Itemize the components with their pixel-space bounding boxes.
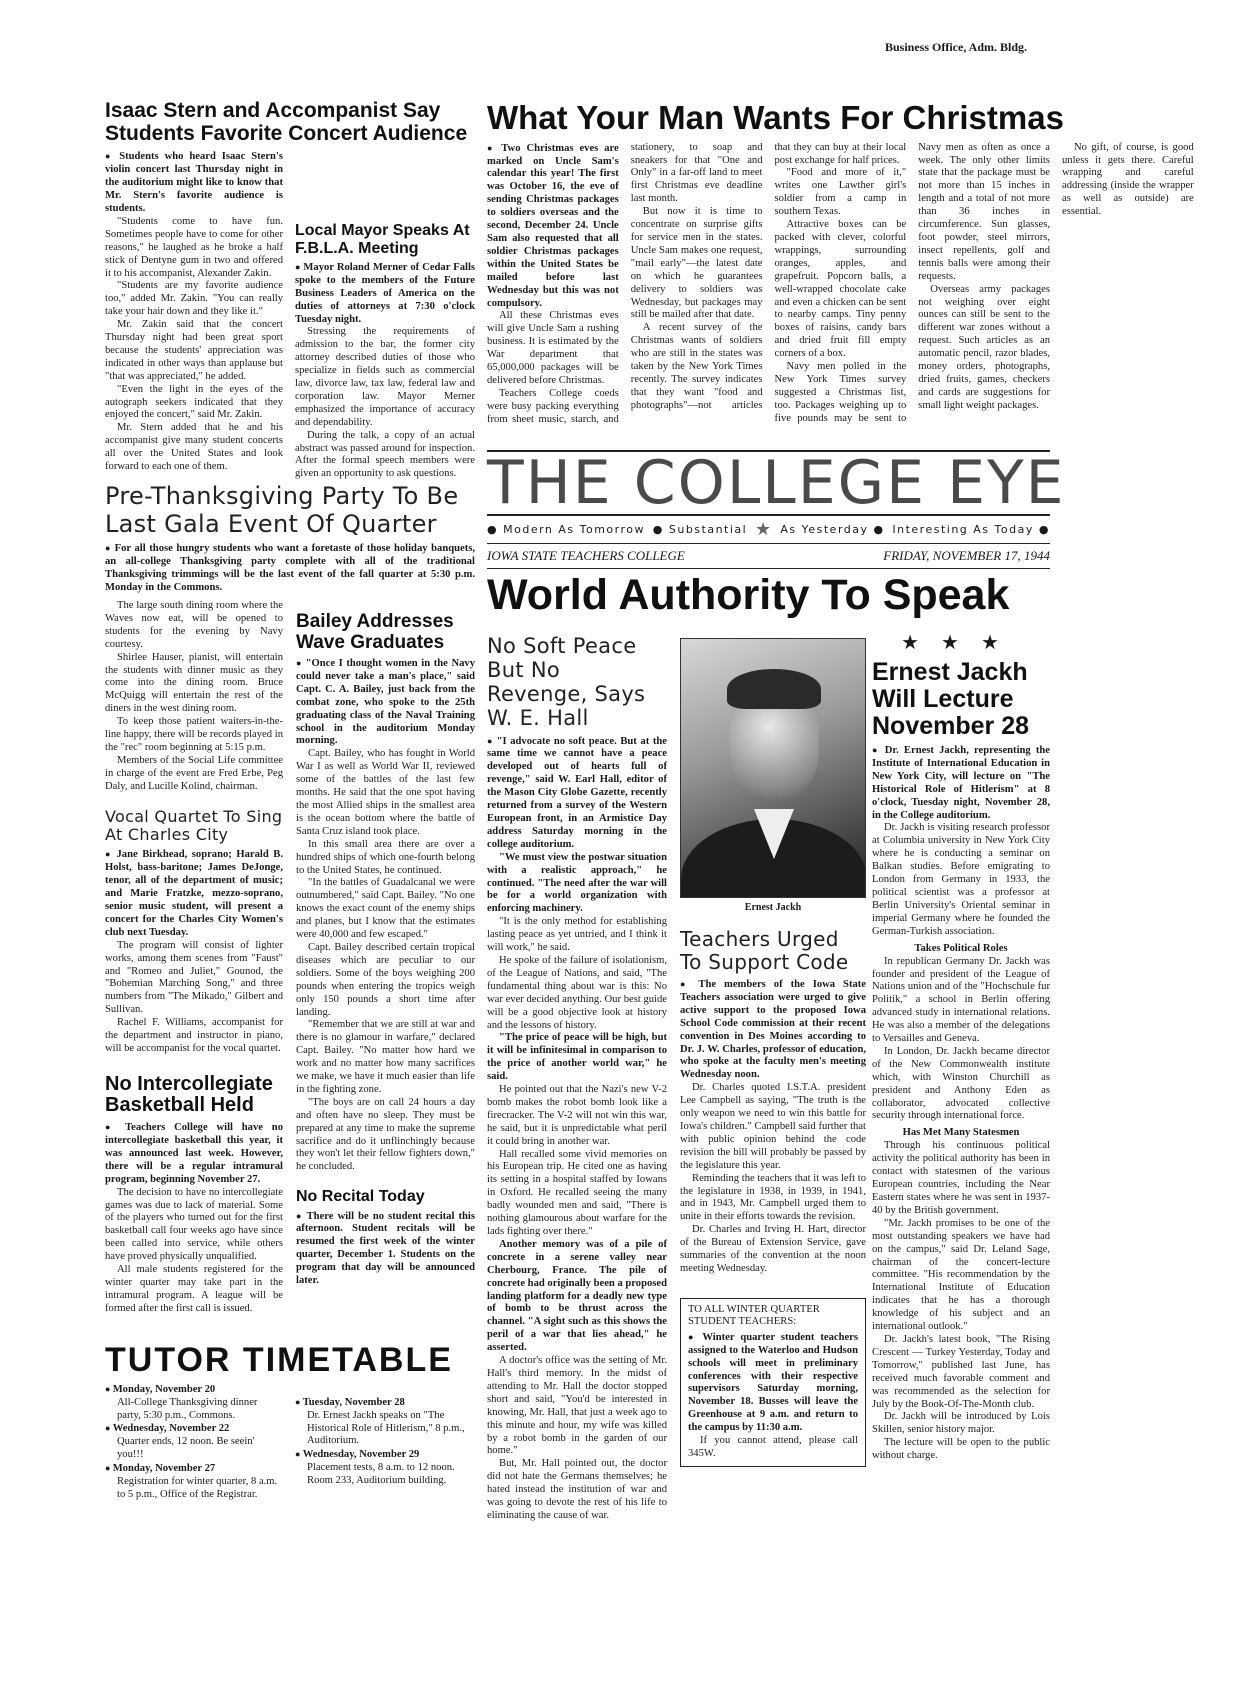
paragraph: The program will consist of lighter works, among them scenes from "Faust" and "Romeo and Juliet," Gounod, the "Bohemian Marching Song," and three numbers from "The Mikado," Gilbert and Sullivan. xyxy=(105,939,283,1016)
headline: No Recital Today xyxy=(296,1188,425,1206)
article-jackh xyxy=(872,630,1050,1463)
paragraph: Capt. Bailey, who has fought in World War I as well as World War II, reviewed some of the battles of the last few months. He said that the one spot having the most Allied ships in the smallest area is the ocean bottom where the battle of Santa Cruz island took place. xyxy=(296,748,475,837)
article-body xyxy=(105,1121,283,1316)
paragraph: Dr. Charles and Irving H. Hart, director of the Bureau of Extension Service, gave summaries of the convention at the noon meeting Wednesday. xyxy=(680,1224,866,1274)
paragraph: In republican Germany Dr. Jackh was founder and president of the League of Nations union and of the "Hochschule fur Politik," a school in Berlin offering advanced study in international relations. He was also a member of the delegations to Versailles and Geneva. xyxy=(872,955,1050,1045)
paragraph: "Food and more of it," writes one Lawther girl's soldier from a camp in southern Texas. xyxy=(774,167,907,218)
paragraph: Dr. Jackh's latest book, "The Rising Crescent — Turkey Yesterday, Today and Tomorrow," published last June, has received much favorable comment and was recommended as the selection for July by the Book-Of-The-Month club. xyxy=(872,1333,1050,1410)
headline: What Your Man Wants For Christmas xyxy=(487,99,1064,136)
paragraph: ● The members of the Iowa State Teachers association were urged to give active support to the proposed Iowa School Code commission at their recent convention in Des Moines according to Dr. J. W. Charles, professor of education, who spoke at the faculty men's meeting Wednesday noon. xyxy=(680,978,866,1082)
paragraph: ● Mayor Roland Merner of Cedar Falls spoke to the members of the Future Business Leaders of America on the duties of attorneys at 7:30 o'clock Tuesday night. xyxy=(295,261,475,327)
newspaper-title: THE COLLEGE EYE xyxy=(487,448,1066,518)
article-basketball xyxy=(105,1074,283,1316)
paragraph: ● Students who heard Isaac Stern's violin concert last Thursday night in the auditorium might like to know that Mr. Stern's favorite audience is students. xyxy=(105,150,283,216)
article-isaac-stern xyxy=(105,100,475,481)
motto: As Yesterday ● xyxy=(780,523,885,536)
headline: Local Mayor Speaks At F.B.L.A. Meeting xyxy=(295,222,470,257)
paragraph: The lecture will be open to the public without charge. xyxy=(872,1437,1050,1462)
article-no-recital xyxy=(296,1188,475,1288)
paragraph: Overseas army packages not weighing over eight ounces can still be sent to the different war zones without a request. Such articles as an automatic pencil, razor blades, money orders, photographs, dried fruits, games, checkers and cards are suggestions for small light weight packages. xyxy=(918,283,1050,411)
headline: Ernest Jackh Will Lecture November 28 xyxy=(872,658,1030,740)
paragraph: Mr. Stern added that he and his accompanist give many student concerts all over the United States and look forward to each one of them. xyxy=(105,422,283,473)
portrait-image xyxy=(680,638,866,898)
paragraph: Capt. Bailey described certain tropical diseases which are peculiar to our soldiers. Some of the boys weighing 200 pounds when entering the tropics weigh only 150 pounds a short time after landing. xyxy=(296,941,475,1018)
masthead xyxy=(487,448,1066,569)
paragraph: Shirlee Hauser, pianist, will entertain the students with dinner music as they come into the dining room. Bruce McQuigg will entertain the rest of the diners in the west dining room. xyxy=(105,651,283,715)
headline: Vocal Quartet To Sing At Charles City xyxy=(105,806,283,844)
paragraph: Dr. Jackh is visiting research professor at Columbia university in New York City where he is conducting a seminar on Balkan studies. Before emigrating to London from Germany in 1933, the political scientist was a professor at Berlin University's Oriental seminar in imperial Germany where he founded the German-Turkish association. xyxy=(872,822,1050,937)
motto-bar xyxy=(487,516,1050,543)
tutor-timetable xyxy=(105,1342,475,1502)
star-icon: ★ xyxy=(754,519,773,540)
paragraph: ● Winter quarter student teachers assigned to the Waterloo and Hudson schools will meet in preliminary conferences with their respective supervisors Saturday morning, November 18. Busses will leave the Greenhouse at 9 a.m. and return to the campus by 11:30 a.m. xyxy=(688,1331,858,1435)
motto: ● Modern As Tomorrow xyxy=(487,523,645,536)
notice-heading: TO ALL WINTER QUARTER STUDENT TEACHERS: xyxy=(688,1303,820,1327)
stars-icon: ★★★ xyxy=(901,632,1021,654)
paragraph: During the talk, a copy of an actual abstract was passed around for inspection. After the formal speech members were given an opportunity to ask questions. xyxy=(295,429,475,480)
issue-date: FRIDAY, NOVEMBER 17, 1944 xyxy=(883,548,1050,563)
subheading: Takes Political Roles xyxy=(914,942,1008,954)
article-body xyxy=(295,261,475,481)
paragraph: "It is the only method for establishing lasting peace as yet untried, and I think it will work," he said. xyxy=(487,916,667,954)
article-bailey xyxy=(296,612,475,1174)
timetable-entry: ● Monday, November 27 Registration for winter quarter, 8 a.m. to 5 p.m., Office of the Registrar. xyxy=(105,1462,283,1502)
paragraph: ● There will be no student recital this afternoon. Student recitals will be resumed the first week of the winter quarter, December 1. Students on the program that day will be announced later. xyxy=(296,1210,475,1288)
headline: No Intercollegiate Basketball Held xyxy=(105,1072,273,1117)
institution-name: IOWA STATE TEACHERS COLLEGE xyxy=(487,548,685,563)
motto: Interesting As Today ● xyxy=(892,523,1050,536)
paragraph: "Students come to have fun. Sometimes people have to come for other reasons," he laughed as he broke a half stick of Dentyne gum in two and offered it to his accompanist, Alexander Zakin. xyxy=(105,215,283,279)
article-body xyxy=(296,1210,475,1288)
paragraph: ● "I advocate no soft peace. But at the same time we cannot have a peace developed out of hearts full of revenge," said W. Earl Hall, editor of the Mason City Globe Gazette, recently returned from a survey of the Western European front, in an Armistice Day address Saturday morning in the college auditorium. xyxy=(487,735,667,852)
photo-ernest-jackh xyxy=(680,638,866,913)
notice-body xyxy=(688,1331,858,1461)
paragraph: ● "Once I thought women in the Navy could never take a man's place," said Capt. C. A. Bailey, just back from the combat zone, who spoke to the 25th graduating class of the Naval Training school in the auditorium Monday morning. xyxy=(296,657,475,748)
timetable-entry: ● Tuesday, November 28 Dr. Ernest Jackh speaks on "The Historical Role of Hitlerism," 8 p.m., Auditorium. xyxy=(295,1396,475,1449)
headline: Bailey Addresses Wave Graduates xyxy=(296,611,454,653)
photo-caption: Ernest Jackh xyxy=(744,902,802,913)
paragraph: "We must view the postwar situation with a realistic approach," he continued. "The need after the war will be for a world organization with enforcing machinery. xyxy=(487,851,667,915)
paragraph: Through his continuous political activity the political authority has been in contact with statesmen of the various European countries, including the Near Eastern states where he was sent in 1937-40 by the British government. xyxy=(872,1140,1050,1216)
paragraph: Stressing the requirements of admission to the bar, the former city attorney described duties of those who specialize in fields such as commercial law, divorce law, tax law, federal law and corporation law. Mayor Merner emphasized the importance of accuracy and dependability. xyxy=(295,326,475,428)
paragraph: A recent survey of the Christmas wants of soldiers who are still in the states was taken by the New York Times recently. The survey indicates that they want "food and photographs"—not articles that they can buy at their local post exchange for half prices. xyxy=(630,141,907,411)
paragraph: Reminding the teachers that it was left to the legislature in 1938, in 1939, in 1941, and in 1943, Mr. Campbell urged them to unite in their efforts towards the revision. xyxy=(680,1172,866,1223)
article-body xyxy=(105,848,283,1056)
paragraph: He spoke of the failure of isolationism, of the League of Nations, and said, "The fundamental thing about war is this: No war ever decided anything. Our best guide will be a good objective look at history and the lessons of history. xyxy=(487,954,667,1031)
paragraph: Rachel F. Williams, accompanist for the department and instructor in piano, will be accompanist for the vocal quartet. xyxy=(105,1017,283,1054)
paragraph: The large south dining room where the Waves now eat, will be opened to students for the evening by Navy courtesy. xyxy=(105,600,283,650)
paragraph: Teachers College coeds were busy packing everything from sheet music, starch, and stationery, to soap and sneakers for that "One and Only" in a far-off land to meet first Christmas eve deadline last month. xyxy=(487,141,763,425)
paragraph: A doctor's office was the setting of Mr. Hall's third memory. In the midst of attending to Mr. Hall the doctor stopped short and said, "You'd be interested in knowing, Mr. Hall, that just a week ago to this minute and hour, my wife was killed by a robot bomb in the garden of our home." xyxy=(487,1355,667,1457)
headline: Teachers Urged To Support Code xyxy=(680,927,849,974)
paragraph: "The boys are on call 24 hours a day and often have no sleep. They must be prepared at any time to make the supreme sacrifice and do it unflinchingly because they won't let their fellow fighters down," he concluded. xyxy=(296,1096,475,1173)
world-authority-banner xyxy=(487,572,1050,618)
article-vocal-quartet xyxy=(105,808,283,1056)
paragraph: ● Dr. Ernest Jackh, representing the Institute of International Education in New York City, will lecture on "The Historical Role of Hitlerism" at 8 o'clock, Tuesday night, November 28, in the College auditorium. xyxy=(872,744,1050,822)
article-body xyxy=(872,956,1050,1124)
paragraph: In London, Dr. Jackh became director of the New Commonwealth institute which, with Winston Churchill as president and Anthony Eden as collaborator, advocated collective security through international force. xyxy=(872,1045,1050,1122)
paragraph: Attractive boxes can be packed with clever, colorful wrappings, surrounding oranges, apples, and grapefruit. Popcorn balls, a well-wrapped chocolate cake and even a chicken can be sent to nearby camps. Tiny penny boxes of raisins, candy bars and dried fruit fill empty corners of a box. xyxy=(774,219,907,360)
paragraph: Hall recalled some vivid memories on his European trip. He cited one as having its setting in a hospital staffed by Iowans in Oxford. He recalled seeing the many badly wounded men and said, "There is nothing glamourous about warfare for the lads fighting over there." xyxy=(487,1148,667,1237)
paragraph: Dr. Jackh will be introduced by Lois Skillen, senior history major. xyxy=(872,1411,1050,1436)
article-body xyxy=(680,978,866,1276)
article-local-mayor xyxy=(295,150,475,481)
article-body xyxy=(105,150,283,481)
motto: ● Substantial xyxy=(652,523,748,536)
paragraph: "The price of peace will be high, but it will be infinitesimal in comparison to the price of another world war," he said. xyxy=(487,1032,667,1083)
notice-box xyxy=(680,1298,866,1467)
paragraph: But, Mr. Hall pointed out, the doctor did not hate the Germans themselves; he hated instead the institution of war and was going to devote the rest of his life to eliminating the cause of war. xyxy=(487,1458,667,1521)
paragraph: "Students are my favorite audience too," added Mr. Zakin. "You can really take your hair down and they like it." xyxy=(105,280,283,318)
middle-left-column xyxy=(296,612,475,1288)
article-body xyxy=(487,735,667,1523)
paragraph: All these Christmas eves will give Uncle Sam a rushing business. It is estimated by the War department that 65,000,000 packages will be delivered before Christmas. xyxy=(487,310,619,386)
paragraph: Navy men polled in the New York Times survey suggested a Christmas list, too. Packages weighing up to five pounds may be sent to Navy men as often as once a week. The only other limits state that the package must be not more than 15 inches in length and a total of not more than 36 inches in circumference. Sun glasses, foot powder, steel mirrors, insect repellents, golf and tennis balls were among their requests. xyxy=(774,141,1050,424)
timetable-entry: ● Wednesday, November 29 Placement tests, 8 a.m. to 12 noon. Room 233, Auditorium building. xyxy=(295,1448,475,1488)
paragraph: Another memory was of a pile of concrete in a serene valley near Cherbourg, France. The pile of concrete had originally been a proposed landing platform for a deadly new type of bomb to be thrust across the channel. "A sight such as this shows the peril of a war that lies ahead," he asserted. xyxy=(487,1238,668,1354)
paragraph: He pointed out that the Nazi's new V-2 bomb makes the robot bomb look like a firecracker. The V-2 will not win this war, he said, but it is unpredictable what peril it could bring in another war. xyxy=(487,1084,667,1147)
paragraph: Members of the Social Life committee in charge of the event are Fred Erbe, Peg Daly, and Lucille Kolind, chairman. xyxy=(105,754,283,792)
subheading: Has Met Many Statesmen xyxy=(902,1127,1020,1139)
paragraph: Dr. Charles quoted I.S.T.A. president Lee Campbell as saying, "The truth is the only weapon we need to win this battle for Iowa's children." Campbell said further that with public opinion behind the code revision the bill will probably be passed by the legislature this year. xyxy=(680,1082,866,1171)
article-teachers-code xyxy=(680,928,866,1467)
left-column xyxy=(105,600,283,1316)
paragraph: Mr. Zakin said that the concert Thursday night had been great sport because the students' appreciation was indicated in other ways than applause but "that was appreciated," he added. xyxy=(105,319,283,382)
article-body xyxy=(105,600,283,794)
article-christmas xyxy=(487,99,1194,432)
article-hall xyxy=(487,634,667,1523)
business-office-note: Business Office, Adm. Bldg. xyxy=(885,40,1028,54)
paragraph: In this small area there are over a hundred ships of which one-fourth belong to the United States, he continued. xyxy=(296,838,475,876)
article-body xyxy=(872,744,1050,939)
paragraph: To keep those patient waiters-in-the-line happy, there will be records played in the "rec" room beginning at 5:15 p.m. xyxy=(105,716,283,753)
paragraph: ● Teachers College will have no intercollegiate basketball this year, it was announced last week. However, there will be a regular intramural program, beginning November 27. xyxy=(105,1121,283,1187)
headline: No Soft Peace But No Revenge, Says W. E. Hall xyxy=(487,634,646,731)
paragraph: The decision to have no intercollegiate games was due to lack of material. Some of the players who turned out for the first basketball call four weeks ago have since been called into service, while others have proved physically unqualified. xyxy=(105,1186,283,1263)
paragraph: "Even the light in the eyes of the autograph seekers indicated that they enjoyed the concert," said Mr. Zakin. xyxy=(105,383,283,421)
paragraph: ● Two Christmas eves are marked on Uncle Sam's calendar this year! The first was October 16, the eve of sending Christmas packages to soldiers overseas and the second, December 24. Uncle Sam also requested that all soldier Christmas packages within the United States be mailed before last Wednesday but this was not compulsory. xyxy=(487,142,619,311)
article-body xyxy=(487,141,1194,432)
article-body xyxy=(296,657,475,1174)
article-thanksgiving xyxy=(105,483,475,595)
headline: Isaac Stern and Accompanist Say Students Favorite Concert Audience xyxy=(105,99,468,145)
headline: Pre-Thanksgiving Party To Be Last Gala Event Of Quarter xyxy=(105,482,459,538)
paragraph: If you cannot attend, please call 345W. xyxy=(688,1435,858,1459)
paragraph: But now it is time to concentrate on surprise gifts for service men in the states. Uncle Sam makes one request, "mail early"—the latest date on which he guarantees delivery to soldiers was Wednesday, but packages may still be mailed after that date. xyxy=(630,206,763,321)
headline: TUTOR TIMETABLE xyxy=(105,1341,453,1379)
paragraph: "In the battles of Guadalcanal we were outnumbered," said Capt. Bailey. "No one knows the exact count of the enemy ships and planes, but I know that the estimates were 40,000 and few escaped." xyxy=(296,877,475,941)
timetable-entry: ● Wednesday, November 22 Quarter ends, 12 noon. Be seein' you!!! xyxy=(105,1422,283,1462)
paragraph: All male students registered for the winter quarter may take part in the intramural program. A league will be formed after the first call is issued. xyxy=(105,1264,283,1314)
timetable-entry: ● Monday, November 20 All-College Thanksgiving dinner party, 5:30 p.m., Commons. xyxy=(105,1383,283,1423)
article-body xyxy=(872,1140,1050,1463)
lead-paragraph: ● For all those hungry students who want a foretaste of those holiday banquets, an all-college Thanksgiving party complete with all of the traditional Thanksgiving trimmings will be the last event of the fall quarter at 5:30 p.m. Monday in the Commons. xyxy=(105,542,475,595)
paragraph: ● Jane Birkhead, soprano; Harald B. Holst, bass-baritone; James DeJonge, tenor, all of the department of music; and Marie Fratzke, mezzo-soprano, senior music student, will present a concert for the Charles City Women's club next Tuesday. xyxy=(105,848,283,939)
paragraph: "Mr. Jackh promises to be one of the most outstanding speakers we have had on the campus," said Dr. Leland Sage, chairman of the concert-lecture committee. "His recommendation by the International Institute of Education indicates that he has a thorough knowledge of his subject and an international outlook." xyxy=(872,1217,1050,1333)
headline: World Authority To Speak xyxy=(487,571,1010,619)
paragraph: "Remember that we are still at war and there is no glamour in warfare," declared Capt. Bailey. "No matter how hard we work and no matter how many sacrifices we make, we have it much easier than life in the fighting zone. xyxy=(296,1019,475,1095)
paragraph: No gift, of course, is good unless it gets there. Careful wrapping and careful addressing (inside the wrapper as well as outside) are essential. xyxy=(1062,141,1194,218)
